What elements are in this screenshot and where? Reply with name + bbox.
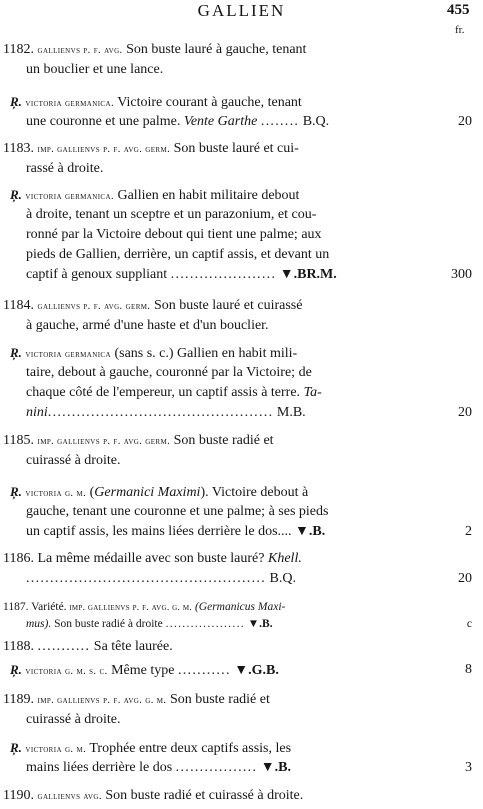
obverse-description: Son buste radié et <box>170 433 274 448</box>
obverse-description-cont: cuirassé à droite. <box>26 712 121 727</box>
reverse-description: Gallien en habit militaire debout <box>113 188 300 203</box>
leader-dots: ...................... <box>170 267 277 282</box>
obverse-description: Son buste lauré et cui- <box>170 141 299 156</box>
obverse-description-cont: à gauche, armé d'une haste et d'un bouclier. <box>26 318 269 333</box>
price: 3 <box>465 760 472 775</box>
page-title: GALLIEN <box>197 1 286 20</box>
reverse-description-line: mains liées derrière le dos <box>26 760 173 775</box>
obverse-legend: gallienvs p. f. avg. <box>37 45 123 56</box>
entry-number: 1183. <box>3 141 34 156</box>
rarity-code: M.B. <box>276 405 306 420</box>
source-reference: nini <box>26 405 48 420</box>
obverse-description: Son buste lauré à gauche, tenant <box>122 42 307 57</box>
obverse-legend: gallienvs avg. <box>37 791 102 802</box>
price: 20 <box>458 405 472 420</box>
reverse-legend: victoria germanica. <box>25 191 114 202</box>
reverse-description: Trophée entre deux captifs assis, les <box>86 741 292 756</box>
reverse-mark: Ŗ. <box>10 484 22 499</box>
legend-expansion: (Germanicus Maxi- <box>192 601 286 613</box>
reverse-description-line: chaque côté de l'empereur, un captif assis à terre. <box>26 385 301 400</box>
obverse-legend: imp. gallienvs p. f. avg. g. m. <box>66 603 193 613</box>
entry-number: 1182. <box>3 42 34 57</box>
entry-number: 1187. <box>3 601 29 613</box>
entry-number: 1185. <box>3 433 34 448</box>
reverse-description-line: gauche, tenant une couronne et une palme; à ses pieds <box>26 504 329 519</box>
leader-dots: ........ <box>260 114 300 129</box>
reverse-legend: victoria g. m. s. c. <box>25 666 108 677</box>
rarity-code: ▼.G.B. <box>234 663 279 678</box>
reverse-legend: victoria g. m. <box>25 744 87 755</box>
reverse-description-line: pieds de Gallien, derrière, un captif assis, et devant un <box>26 247 330 262</box>
price: 20 <box>458 114 472 129</box>
leader-dots: ........... <box>177 663 231 678</box>
source-reference: Khell. <box>268 551 302 566</box>
rarity-code: ▼.BR.M. <box>279 267 337 282</box>
page-number: 455 <box>447 2 470 18</box>
rarity-code: ▼.B. <box>295 524 326 539</box>
rarity-code: B.Q. <box>302 114 330 129</box>
reverse-mark: Ŗ. <box>10 345 22 360</box>
leader-dots: ........... <box>37 639 91 654</box>
obverse-description: Son buste radié et cuirassé à droite. <box>101 788 304 803</box>
price: 300 <box>451 267 472 282</box>
obverse-description: Sa tête laurée. <box>90 639 173 654</box>
obverse-legend: gallienvs p. f. avg. germ. <box>37 301 151 312</box>
entry-number: 1188. <box>3 639 34 654</box>
obverse-description-cont: un bouclier et une lance. <box>26 62 164 77</box>
leader-dots: ................... <box>165 618 245 630</box>
entry-number: 1184. <box>3 298 34 313</box>
reverse-legend: victoria germanica <box>25 349 111 360</box>
source-reference: Vente Garthe <box>183 114 258 129</box>
reverse-mark: Ŗ. <box>10 740 22 755</box>
currency-unit: fr. <box>455 24 465 36</box>
leader-dots: .................................................. <box>26 571 266 586</box>
reverse-description-cont: une couronne et une palme. <box>26 114 181 129</box>
rarity-code: B.Q. <box>269 571 296 586</box>
reverse-mark: Ŗ. <box>10 187 22 202</box>
reverse-description-line: captif à genoux suppliant <box>26 267 168 282</box>
price: 20 <box>458 571 472 586</box>
reverse-description: Même type <box>107 663 175 678</box>
obverse-description: Son buste radié à droite <box>51 618 163 630</box>
entry-text: Variété. <box>28 601 67 613</box>
obverse-description: Son buste radié et <box>166 692 270 707</box>
legend-expansion: Germanici Maximi <box>94 485 201 500</box>
reverse-legend: victoria g. m. <box>25 488 87 499</box>
price: 2 <box>465 524 472 539</box>
reverse-mark: Ŗ. <box>10 662 22 677</box>
rarity-code: ▼.B. <box>260 760 291 775</box>
obverse-legend: imp. gallienvs p. f. avg. g. m. <box>37 695 167 706</box>
reverse-description: ). Victoire debout à <box>200 485 309 500</box>
reverse-description-line: un captif assis, les mains liées derrière le dos.... <box>26 524 292 539</box>
reverse-description-line: ronné par la Victoire debout qui tient une palme; aux <box>26 227 322 242</box>
reverse-description-line: à droite, tenant un sceptre et un parazonium, et cou- <box>26 207 317 222</box>
entry-number: 1189. <box>3 692 34 707</box>
reverse-description-line: taire, debout à gauche, couronné par la Victoire; de <box>26 365 312 380</box>
leader-dots: ................. <box>175 760 258 775</box>
leader-dots: ............................................... <box>47 405 274 420</box>
reverse-mark: Ŗ. <box>10 94 22 109</box>
obverse-description-cont: cuirassé à droite. <box>26 453 121 468</box>
obverse-legend: imp. gallienvs p. f. avg. germ. <box>37 144 171 155</box>
price: c <box>466 618 472 630</box>
price: 8 <box>465 662 472 677</box>
reverse-legend: victoria germanica. <box>25 98 114 109</box>
obverse-description-cont: rassé à droite. <box>26 161 104 176</box>
reverse-description: Victoire courant à gauche, tenant <box>113 95 302 110</box>
entry-text: 1186. La même médaille avec son buste lauré? <box>3 551 265 566</box>
reverse-description: (sans s. c.) Gallien en habit mili- <box>110 346 298 361</box>
punctuation: ( <box>86 485 95 500</box>
obverse-description: Son buste lauré et cuirassé <box>150 298 303 313</box>
obverse-legend: imp. gallienvs p. f. avg. germ. <box>37 436 171 447</box>
entry-number: 1190. <box>3 788 34 803</box>
rarity-code: ▼.B. <box>247 618 273 630</box>
legend-expansion: mus). <box>26 618 52 630</box>
source-reference: Ta- <box>303 385 322 400</box>
